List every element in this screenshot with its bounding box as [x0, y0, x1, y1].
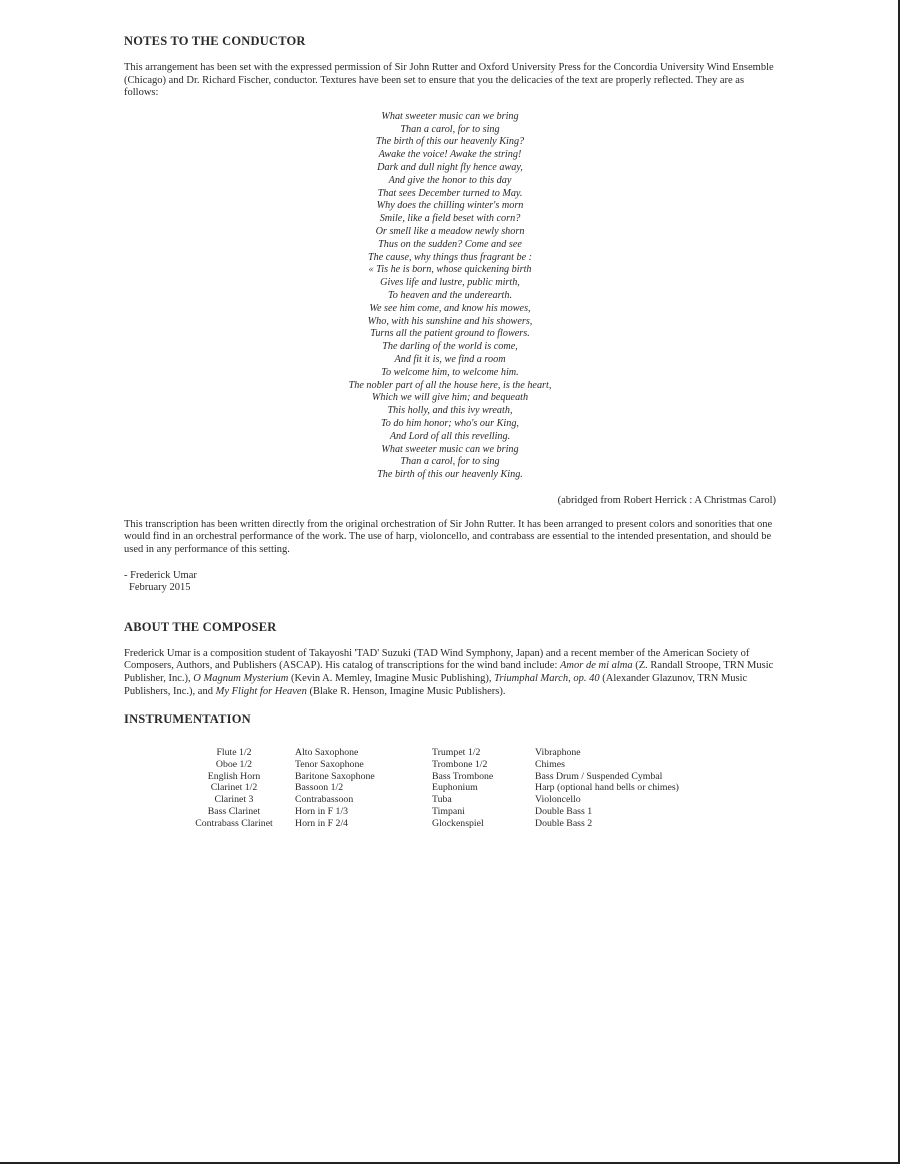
instrument-item: Harp (optional hand bells or chimes): [535, 782, 679, 794]
poem-line: That sees December turned to May.: [377, 187, 523, 199]
instrument-item: Contrabassoon: [295, 794, 354, 806]
poem-line: The birth of this our heavenly King.: [377, 469, 523, 481]
instrument-item: Clarinet 1/2: [210, 782, 258, 794]
poem-line: The darling of the world is come,: [382, 341, 518, 353]
poem-line: Smile, like a field beset with corn?: [379, 213, 521, 225]
signature-name: - Frederick Umar: [124, 569, 197, 581]
instrument-item: Baritone Saxophone: [295, 770, 375, 782]
instrument-item: Trombone 1/2: [432, 758, 488, 770]
poem-line: Turns all the patient ground to flowers.: [370, 328, 530, 340]
instrument-item: Horn in F 2/4: [295, 817, 349, 829]
poem-line: What sweeter music can we bring: [381, 110, 519, 122]
signature: [124, 570, 776, 595]
instrument-item: Horn in F 1/3: [295, 805, 349, 817]
instrument-item: Glockenspiel: [432, 817, 484, 829]
instrument-item: Bassoon 1/2: [295, 782, 344, 794]
instrument-item: Bass Drum / Suspended Cymbal: [535, 770, 663, 782]
poem-line: Why does the chilling winter's morn: [376, 200, 524, 212]
poem-line: And give the honor to this day: [388, 174, 512, 186]
instrument-item: Chimes: [535, 758, 565, 770]
poem-line: Than a carol, for to sing: [400, 123, 500, 135]
work-title: O Magnum Mysterium: [193, 673, 289, 685]
instrument-item: Double Bass 1: [535, 805, 593, 817]
instrument-column-saxes-horns: [295, 747, 375, 830]
poem-line: To heaven and the underearth.: [387, 289, 513, 301]
document-body: [124, 34, 776, 727]
work-title: Amor de mi alma: [560, 660, 633, 672]
about-text-part: (Blake R. Henson, Imagine Music Publishers).: [306, 685, 506, 697]
instrument-column-woodwinds: [188, 747, 280, 830]
instrument-item: Clarinet 3: [214, 794, 254, 806]
instrument-item: Trumpet 1/2: [432, 747, 481, 758]
instrument-item: Tenor Saxophone: [295, 758, 364, 770]
poem-line: Awake the voice! Awake the string!: [378, 149, 522, 161]
instrument-column-percussion-strings: [535, 747, 679, 830]
poem-line: The nobler part of all the house here, is the heart,: [348, 379, 552, 391]
about-text-part: (Alexander Glazunov, TRN Music Publishers, Inc.), and: [124, 673, 748, 697]
about-text-part: (Kevin A. Memley, Imagine Music Publishing),: [288, 673, 495, 685]
poem-line: Gives life and lustre, public mirth,: [380, 277, 520, 289]
instrument-item: Oboe 1/2: [215, 758, 253, 770]
poem-line: To do him honor; who's our King,: [381, 417, 519, 429]
poem-line: Or smell like a meadow newly shorn: [375, 225, 525, 237]
poem-line: Who, with his sunshine and his showers,: [367, 315, 533, 327]
poem-line: Which we will give him; and bequeath: [371, 392, 529, 404]
signature-date: February 2015: [129, 582, 191, 594]
instrument-item: Double Bass 2: [535, 817, 593, 829]
poem-line: The cause, why things thus fragrant be :: [367, 251, 533, 263]
about-heading: ABOUT THE COMPOSER: [124, 619, 277, 634]
instrument-item: Tuba: [432, 794, 452, 806]
poem-line: This holly, and this ivy wreath,: [387, 405, 513, 417]
about-text-part: (Z. Randall Stroope, TRN Music Publisher, Inc.),: [124, 660, 774, 685]
poem-line: And fit it is, we find a room: [394, 353, 506, 365]
instrument-item: Bass Clarinet: [207, 805, 261, 817]
instrumentation-heading: INSTRUMENTATION: [124, 712, 251, 727]
poem-line: And Lord of all this revelling.: [389, 430, 511, 442]
instrument-item: Euphonium: [432, 782, 478, 794]
poem-source: (abridged from Robert Herrick : A Christmas Carol): [557, 494, 776, 506]
work-title: My Flight for Heaven: [215, 685, 307, 697]
poem-line: Dark and dull night fly hence away,: [377, 161, 523, 173]
poem-line: Than a carol, for to sing: [400, 456, 500, 468]
notes-heading: NOTES TO THE CONDUCTOR: [124, 34, 306, 48]
poem-line: Thus on the sudden? Come and see: [378, 238, 522, 250]
poem-line: To welcome him, to welcome him.: [381, 366, 519, 378]
about-text-part: Frederick Umar is a composition student of Takayoshi 'TAD' Suzuki (TAD Wind Symphony, Japan) and a recent member of the American Society of Composers, Authors, and Publishers (ASCAP). His catalog of transcriptions for the wind band include:: [124, 647, 750, 672]
instrument-item: Bass Trombone: [432, 770, 494, 782]
poem-line: The birth of this our heavenly King?: [375, 136, 525, 148]
instrument-item: Alto Saxophone: [295, 747, 359, 758]
poem: [124, 111, 776, 482]
instrument-item: English Horn: [207, 770, 261, 782]
poem-line: We see him come, and know his mowes,: [369, 302, 531, 314]
transcription-note: This transcription has been written directly from the original orchestration of Sir John Rutter. It has been arranged to present colors and sonorities that one would find in an orchestral performance of the work. The use of harp, violoncello, and contrabass are essential to the intended presentation, and should be used in any performance of this setting.: [124, 518, 773, 556]
instrument-item: Flute 1/2: [216, 747, 252, 758]
poem-line: What sweeter music can we bring: [381, 443, 519, 455]
work-title: Triumphal March, op. 40: [494, 673, 600, 685]
instrument-item: Violoncello: [535, 794, 581, 806]
poem-line: « Tis he is born, whose quickening birth: [368, 264, 532, 276]
instrument-item: Timpani: [432, 805, 465, 817]
instrument-item: Vibraphone: [535, 747, 581, 758]
instrument-item: Contrabass Clarinet: [195, 817, 273, 829]
instrument-column-brass: [432, 747, 493, 830]
notes-intro: This arrangement has been set with the expressed permission of Sir John Rutter and Oxford University Press for the Concordia University Wind Ensemble (Chicago) and Dr. Richard Fischer, conductor. Textures have been set to ensure that you the delicacies of the text are properly reflected. They are as follows:: [124, 62, 774, 99]
about-text: [124, 648, 776, 698]
